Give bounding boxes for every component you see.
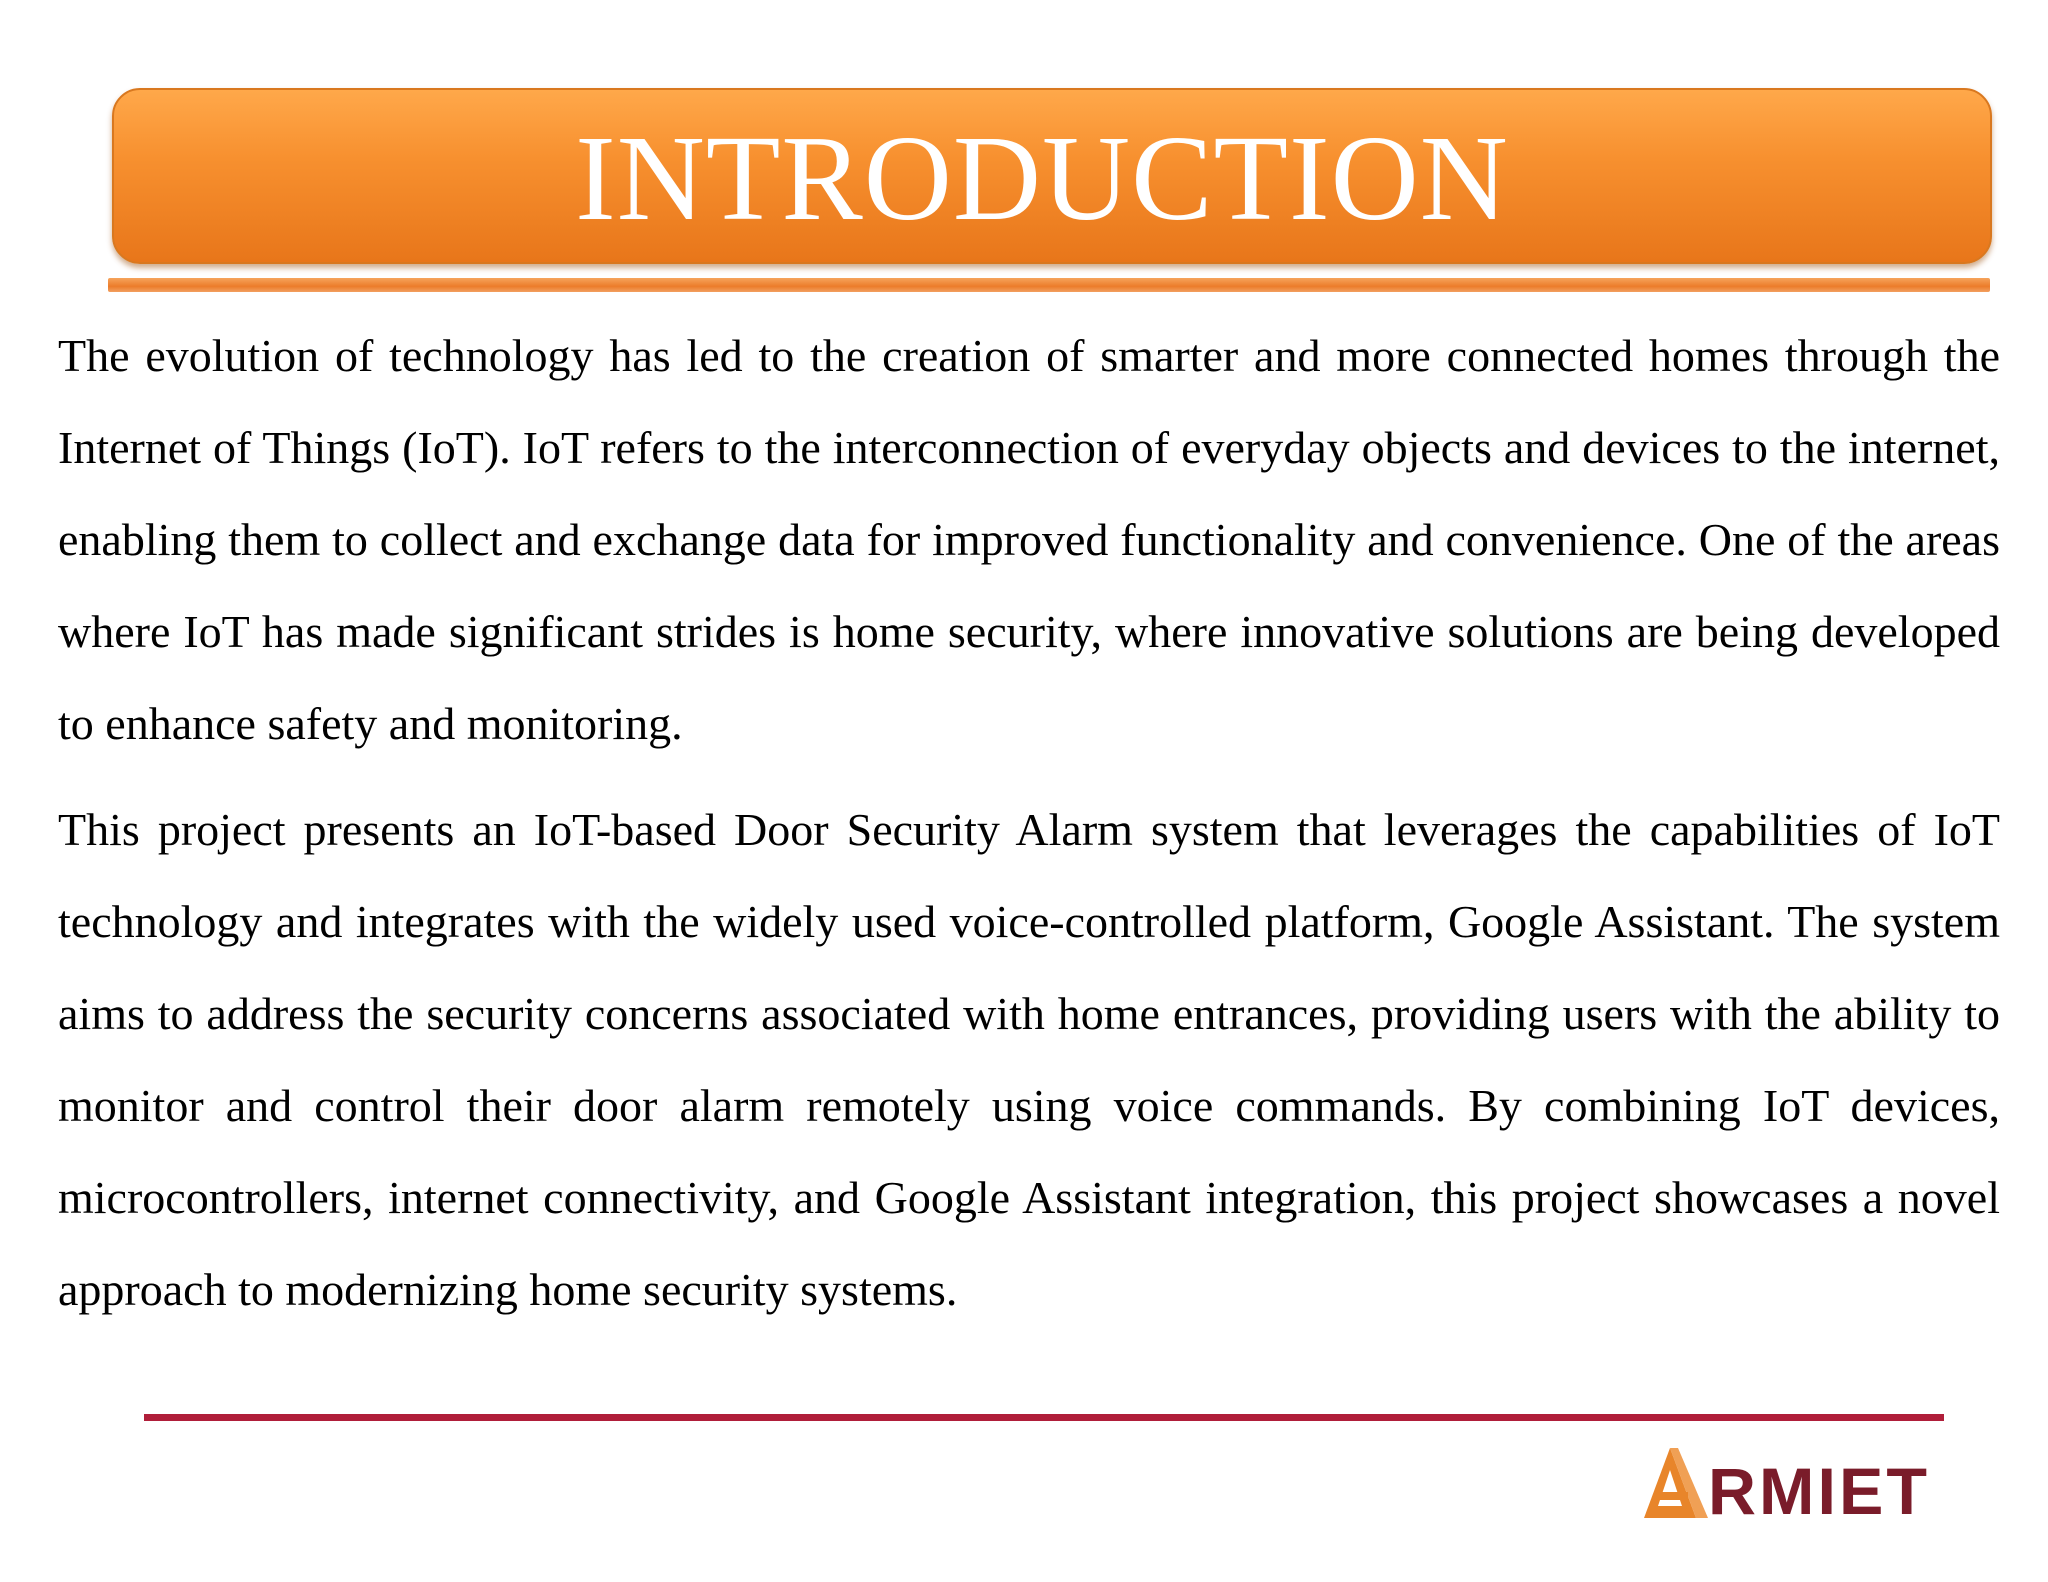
body-text [58, 310, 2000, 1336]
footer-divider [144, 1414, 1944, 1421]
title-underline [108, 278, 1990, 292]
page-title: INTRODUCTION [575, 111, 1509, 246]
svg-text:RMIET: RMIET [1708, 1454, 1930, 1528]
paragraph-2: This project presents an IoT-based Door Security Alarm system that leverages the capabilities of IoT technology and integrates with the widely used voice-controlled platform, Google Assistant. The system aims to address the security concerns associated with home entrances, providing users with the ability to monitor and control their door alarm remotely using voice commands. By combining IoT devices, microcontrollers, internet connectivity, and Google Assistant integration, this project showcases a novel approach to modernizing home security systems. [58, 804, 2000, 1315]
armiet-logo-icon [1636, 1430, 1936, 1530]
paragraph-1: The evolution of technology has led to the creation of smarter and more connected homes through the Internet of Things (IoT). IoT refers to the interconnection of everyday objects and devices to the internet, enabling them to collect and exchange data for improved functionality and convenience. One of the areas where IoT has made significant strides is home security, where innovative solutions are being developed to enhance safety and monitoring. [58, 330, 2000, 749]
title-banner [112, 88, 1992, 264]
